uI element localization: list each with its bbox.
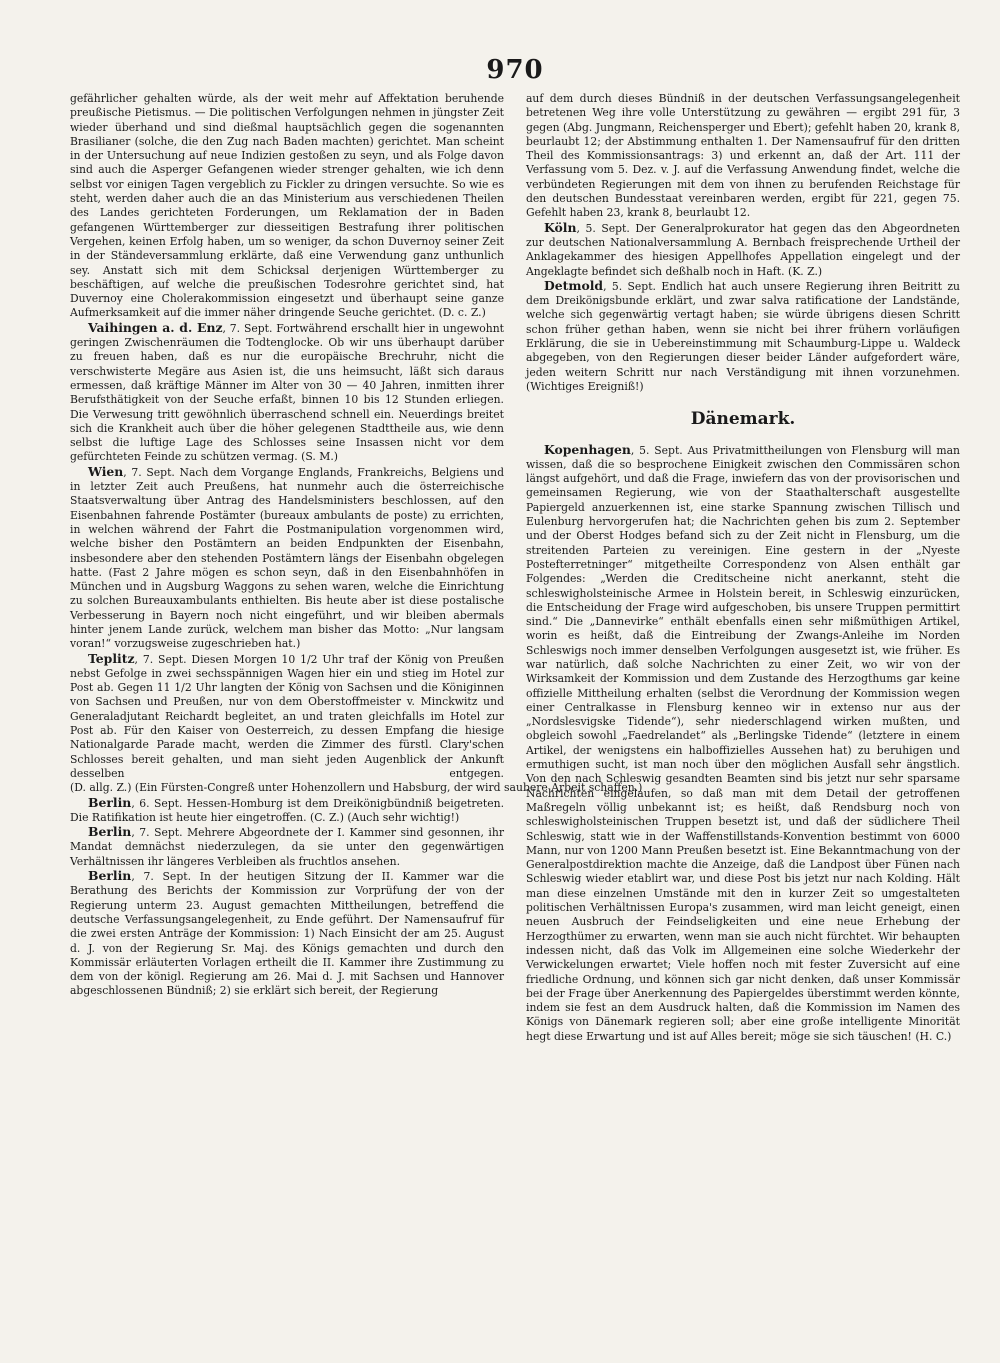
article-text: Nach dem Vorgange Englands, Frankreichs, Belgiens und in letzter Zeit auch Preußens, hat nunmehr auch die österreichische Staatsverwaltung über Antrag des Handelsministers beschlossen, auf den Eisenbahnen fahrende Postämter (bureaux ambulants de poste) zu errichten, in welchen während der Fahrt die Postmanipulation vorgenommen wird, welche bisher den Postämtern an beiden Endpunkten der Eisenbahn, insbesondere aber den stehenden Postämtern längs der Eisenbahn obgelegen hatte. (Fast 2 Jahre mögen es schon seyn, daß in den Eisenbahnhöfen in München und in Augsburg Waggons zu sehen waren, welche die Einrichtung zu solchen Bureauxambulants enthielten. Bis heute aber ist diese postalische Verbesserung in Bayern noch nicht eingeführt, und wir bleiben abermals hinter jenem Lande zurück, welchem man bisher das Motto: „Nur langsam voran!“ vorzugsweise zugeschrieben hat.) <box>70 465 504 651</box>
article <box>70 796 504 826</box>
article-date: , 5. Sept. <box>630 443 683 457</box>
article-date: , 7. Sept. <box>131 826 183 840</box>
article <box>70 321 504 465</box>
article-text: Hessen-Homburg ist dem Dreikönigbündniß beigetreten. Die Ratifikation ist heute hier eingetroffen. <box>70 796 505 824</box>
article-source: (D. allg. Z.) (Ein Fürsten-Congreß unter Hohenzollern und Habsburg, der wird saubere Arbeit schaffen.) <box>70 781 643 795</box>
continued-article <box>70 92 504 321</box>
article-source: (H. C.) <box>915 1029 952 1043</box>
article-place: Teplitz <box>88 650 135 666</box>
article-place: Berlin <box>88 824 132 840</box>
article-source: (K. Z.) <box>788 264 823 278</box>
columns <box>70 92 960 1332</box>
article-date: , 7. Sept. <box>222 321 273 335</box>
article-text: gefährlicher gehalten würde, als der weit mehr auf Affektation beruhende preußische Pietismus. — Die politischen Verfolgungen nehmen in jüngster Zeit wieder überhand und sind dießmal hauptsächlich gegen die sogenannten Brasilianer (solche, die den Zug nach Baden machten) gerichtet. Man scheint in der Untersuchung auf neue Indizien gestoßen zu seyn, und als Folge davon sind auch die Asperger Gefangenen wieder strenger gehalten, wie ich denn selbst vor einigen Tagen vergeblich zu Fickler zu dringen versuchte. So wie es steht, werden daher auch die an das Ministerium aus verschiedenen Theilen des Landes gerichteten Forderungen, um Reklamation der in Baden gefangenen Württemberger zur diesseitigen Bestrafung ihrer politischen Vergehen, keinen Erfolg haben, um so weniger, da schon Duvernoy seiner Zeit in der Ständeversammlung erklärte, daß eine Verwendung ganz unthunlich sey. Anstatt sich mit dem Schicksal derjenigen Württemberger zu beschäftigen, auf welche die preußischen Todesrohre gerichtet sind, hat Duvernoy eine Cholerakommission eingesetzt und überhaupt seine ganze Aufmerksamkeit auf die immer näher dringende Seuche gerichtet. <box>70 92 504 320</box>
page-number: 970 <box>486 55 544 85</box>
article-place: Kopenhagen <box>544 441 631 457</box>
article-source: (D. c. Z.) <box>438 306 486 320</box>
article-date: , 7. Sept. <box>123 465 175 479</box>
article-text: Der Generalprokurator hat gegen das den Abgeordneten zur deutschen Nationalversammlung A. Bernbach freisprechende Urtheil der Anklagekammer des hiesigen Appellhofes Appellation eingelegt und der Angeklagte befindet sich deßhalb noch in Haft. <box>526 221 960 278</box>
article-source: (C. Z.) (Auch sehr wichtig!) <box>310 810 460 824</box>
article-source: (Wichtiges Ereigniß!) <box>526 379 644 393</box>
article <box>526 221 960 279</box>
article-place: Vaihingen a. d. Enz <box>88 319 223 335</box>
article-text: auf dem durch dieses Bündniß in der deutschen Verfassungsangelegenheit betretenen Weg ihre volle Unterstützung zu gewähren — ergibt 291 für, 3 gegen (Abg. Jungmann, Reichensperger und Ebert); gefehlt haben 20, krank 8, beurlaubt 12; der Abstimmung enthalten 1. Der Namensaufruf für den dritten Theil des Kommissionsantrags: 3) und erkennt an, daß der Art. 111 der Verfassung vom 5. Dez. v. J. auf die Verfassung Anwendung findet, welche die verbündeten Regierungen mit dem von ihnen zu berufenden Reichstage für den deutschen Bundesstaat vereinbaren werden, ergibt für 221, gegen 75. Gefehlt haben 23, krank 8, beurlaubt 12. <box>526 92 960 220</box>
article <box>70 825 504 869</box>
article-place: Detmold <box>544 277 604 293</box>
article-date: , 5. Sept. <box>576 221 630 235</box>
article <box>70 465 504 652</box>
article-text: In der heutigen Sitzung der II. Kammer war die Berathung des Berichts der Kommission zur Vorprüfung der von der Regierung unterm 23. August gemachten Mittheilungen, betreffend die deutsche Verfassungsangelegenheit, zu Ende geführt. Der Namensaufruf für die zwei ersten Anträge der Kommission: 1) Nach Einsicht der am 25. August d. J. von der Regierung Sr. Maj. des Königs gemachten und durch den Kommissär erläuterten Vorlagen ertheilt die II. Kammer ihre Zustimmung zu dem von der königl. Regierung am 26. Mai d. J. mit Sachsen und Hannover abgeschlossenen Bündniß; 2) sie erklärt sich bereit, der Regierung <box>70 870 504 998</box>
article-date: , 7. Sept. <box>134 652 187 666</box>
article <box>526 279 960 394</box>
article <box>526 443 960 1044</box>
article <box>70 650 643 796</box>
article-text: Aus Privatmittheilungen von Flensburg will man wissen, daß die so besprochene Einigkeit zwischen den Commissären schon längst aufgehört, und daß die Frage, inwiefern das von der provisorischen und gemeinsamen Regierung, wie von der Staathalterschaft ausgestellte Papiergeld anzuerkennen ist, eine starke Spannung zwischen Tillisch und Eulenburg hervorgerufen hat; die Nachrichten gehen bis zum 2. September und der Oberst Hodges befand sich zu der Zeit nicht in Flensburg, um die streitenden Parteien zu vereinigen. Eine gestern in der „Nyeste Postefterretninger“ mitgetheilte Correspondenz von Alsen enthält gar Folgendes: „Werden die Creditscheine nicht anerkannt, steht die schleswigholsteinische Armee in Holstein bereit, in Schleswig einzurücken, die Entscheidung der Frage wird aufgeschoben, bis unsere Truppen permittirt sind.“ Die „Dannevirke“ enthält ebenfalls einen sehr mißmüthigen Artikel, worin es heißt, daß die Eintreibung der Zwangs-Anleihe im Norden Schleswigs noch immer denselben Verfolgungen ausgesetzt ist, wie früher. Es war natürlich, daß solche Nachrichten zu einer Zeit, wo wir von der Wirksamkeit der Kommission und dem Zustande des Herzogthums gar keine offizielle Mittheilung erhalten (selbst die Verordnung der Kommission wegen einer Centralkasse in Flensburg kenneo wir in extenso nur aus der „Nordslesvigske Tidende“), sehr niederschlagend wirken mußten, und obgleich sowohl „Faedrelandet“ als „Berlingske Tidende“ (letztere in einem Artikel, der wenigstens ein halboffizielles Aussehen hat) zu beruhigen und ermuthigen sucht, ist man noch über den möglichen Ausfall sehr ängstlich. Von den nach Schleswig gesandten Beamten sind bis jetzt nur sehr sparsame Nachrichten eingelaufen, so daß man mit dem Detail der getroffenen Maßregeln völlig unbekannt ist; es heißt, daß Rendsburg noch von schleswigholsteinischen Truppen besetzt ist, und daß der südlichere Theil Schleswig, statt wie in der Waffenstillstands-Konvention bestimmt von 6000 Mann, nur von 1200 Mann Preußen besetzt ist. Eine Bekanntmachung von der Generalpostdirektion machte die Anzeige, daß die Landpost über Fünen nach Schleswig wieder etablirt war, und diese Post bis jetzt nur nach Kolding. Hält man diese einzelnen Umstände mit den in kurzer Zeit so umgestalteten politischen Verhältnissen Europa's zusammen, wird man leicht geneigt, einen neuen Ausbruch der Feindseligkeiten und eine neue Erhebung der Herzogthümer zu erwarten, wenn man sie auch nicht fürchtet. Wir behaupten indessen nicht, daß das Volk im Allgemeinen eine solche Wiederkehr der Verwickelungen erwartet; Viele hoffen noch mit fester Zuversicht auf eine friedliche Ordnung, und können sich gar nicht denken, daß unser Kommissär bei der Frage über Anerkennung des Papiergeldes überstimmt werden könnte, indem sie fest an dem Ausdruck halten, daß die Kommission im Namen des Königs von Dänemark regieren soll; aber eine große intelligente Minorität hegt diese Erwartung und ist auf Alles bereit; möge sie sich täuschen! <box>526 443 960 1043</box>
article-text: Mehrere Abgeordnete der I. Kammer sind gesonnen, ihr Mandat demnächst niederzulegen, da sie unter den gegenwärtigen Verhältnissen ihr längeres Verbleiben als fruchtlos ansehen. <box>70 826 505 868</box>
article-date: , 6. Sept. <box>131 796 183 810</box>
article-date: , 7. Sept. <box>131 870 192 884</box>
article-text: Diesen Morgen 10 1/2 Uhr traf der König von Preußen nebst Gefolge in zwei sechsspännigen Wagen hier ein und stieg im Hotel zur Post ab. Gegen 11 1/2 Uhr langten der König von Sachsen und die Königinnen von Sachsen und Preußen, nur von dem Oberstoffmeister v. Minckwitz und Generaladjutant Reichardt begleitet, an und traten gleichfalls im Hotel zur Post ab. Für den Kaiser von Oesterreich, zu dessen Empfang die hiesige Nationalgarde Parade macht, werden die Zimmer des fürstl. Clary'schen Schlosses bereit gehalten, und man sieht jeden Augenblick der Ankunft desselben entgegen. <box>70 652 504 780</box>
article-place: Wien <box>88 463 124 479</box>
article-source: (S. M.) <box>301 450 338 464</box>
article-text: Endlich hat auch unsere Regierung ihren Beitritt zu dem Dreikönigsbunde erklärt, und zwar salva ratificatione der Landstände, welche sich gegenwärtig vertagt haben; sie würde übrigens diesen Schritt schon früher gethan haben, wenn sie nicht bei ihrer frühern vorläufigen Erklärung, die sie in Uebereinstimmung mit Schaumburg-Lippe u. Waldeck abgegeben, von den Regierungen dieser beider Länder aufgefordert wäre, jeden weitern Schritt nur nach Verständigung mit ihnen vorzunehmen. <box>526 279 961 379</box>
article <box>70 869 504 999</box>
continued-article <box>526 92 960 221</box>
section-heading: Dänemark. <box>690 409 796 430</box>
right-column <box>526 92 960 1332</box>
article-text: Fortwährend erschallt hier in ungewohnt geringen Zwischenräumen die Todtenglocke. Ob wir uns überhaupt darüber zu freuen haben, daß es nur die europäische Brechruhr, nicht die verschwisterte Megäre aus Asien ist, die uns heimsucht, läßt sich daraus ermessen, daß kräftige Männer im Alter von 30 — 40 Jahren, inmitten ihrer Berufsthätigkeit von der Seuche erfaßt, binnen 10 bis 12 Stunden erliegen. Die Verwesung tritt gewöhnlich überraschend schnell ein. Neuerdings breitet sich die Krankheit auch über die höher gelegenen Stadttheile aus, wie denn selbst die luftige Lage des Schlosses seine Insassen nicht vor dem gefürchteten Feinde zu schützen vermag. <box>70 321 504 464</box>
article-place: Köln <box>544 219 577 235</box>
article-place: Berlin <box>88 868 132 884</box>
article-date: , 5. Sept. <box>603 279 656 293</box>
article-place: Berlin <box>88 794 132 810</box>
newspaper-page <box>70 48 960 1338</box>
